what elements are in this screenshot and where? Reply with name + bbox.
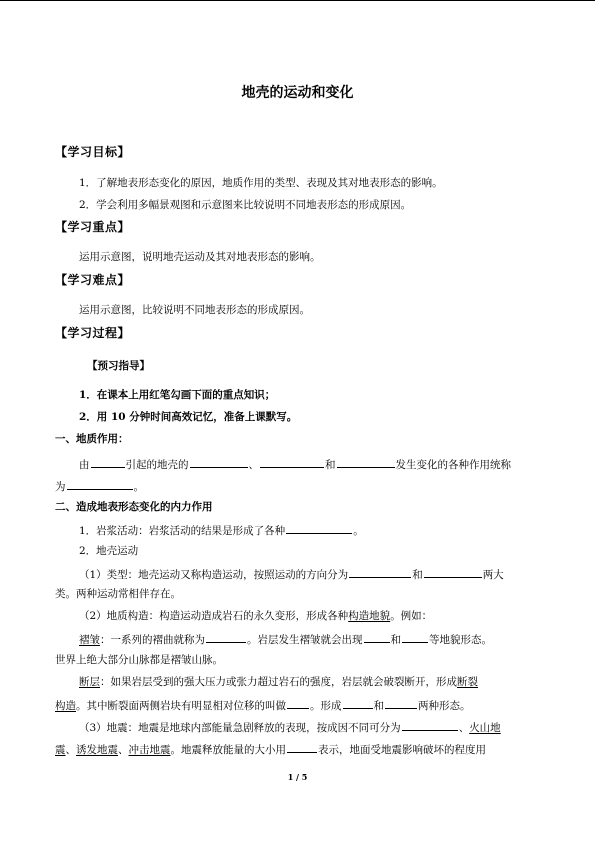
blank[interactable] xyxy=(287,697,309,709)
keypoints-heading: 【学习重点】 xyxy=(55,220,131,234)
struct-line: （2）地质构造：构造运动造成岩石的永久变形，形成各种构造地貌。例如： xyxy=(79,610,433,622)
goal-item-2: 2．学会利用多幅景观图和示意图来比较说明不同地表形态的形成原因。 xyxy=(79,199,412,211)
preview-heading: 【预习指导】 xyxy=(87,360,150,372)
difficulty-text: 运用示意图，比较说明不同地表形态的形成原因。 xyxy=(79,304,310,316)
fold-line-1: 褶皱：一系列的褶曲就称为 。岩层发生褶皱就会出现 和 等地貌形态。 xyxy=(79,631,492,647)
part1-line-1: 由 引起的地壳的 、 和 发生变化的各种作用统称 xyxy=(79,456,511,472)
goal-item-1: 1．了解地表形态变化的原因，地质作用的类型、表现及其对地表形态的影响。 xyxy=(79,177,443,189)
part1-line-2: 为 。 xyxy=(55,478,144,494)
blank[interactable] xyxy=(91,456,125,468)
blank[interactable] xyxy=(385,697,417,709)
page-title: 地壳的运动和变化 xyxy=(241,85,354,101)
preview-step-2: 2．用 10 分钟时间高效记忆，准备上课默写。 xyxy=(79,411,298,423)
blank[interactable] xyxy=(190,456,248,468)
type-line-2: 类。两种运动常相伴存在。 xyxy=(55,588,181,600)
blank[interactable] xyxy=(287,741,317,753)
blank[interactable] xyxy=(260,456,324,468)
part2-heading: 二、造成地表形态变化的内力作用 xyxy=(55,501,213,513)
preview-step-1: 1．在课本上用红笔勾画下面的重点知识； xyxy=(79,389,276,401)
fold-line-2: 世界上绝大部分山脉都是褶皱山脉。 xyxy=(55,654,223,666)
fault-line-2: 构造。其中断裂面两侧岩块有明显相对位移的叫做 。形成 和 两种形态。 xyxy=(55,697,471,713)
blank[interactable] xyxy=(67,478,133,490)
process-heading: 【学习过程】 xyxy=(55,326,131,340)
blank[interactable] xyxy=(343,697,373,709)
quake-line-1: （3）地震：地震是地球内部能量急剧释放的表现，按成因不同可分为 、火山地 xyxy=(79,719,501,735)
blank[interactable] xyxy=(337,456,395,468)
page-number: 1 / 5 xyxy=(287,772,308,782)
part1-heading: 一、地质作用： xyxy=(55,433,129,445)
blank[interactable] xyxy=(349,566,411,578)
fault-line-1: 断层：如果岩层受到的强大压力或张力超过岩石的强度，岩层就会破裂断开，形成断裂 xyxy=(79,676,478,688)
difficulty-heading: 【学习难点】 xyxy=(55,273,131,287)
keypoints-text: 运用示意图，说明地壳运动及其对地表形态的影响。 xyxy=(79,251,321,263)
quake-line-2: 震、诱发地震、冲击地震。地震释放能量的大小用 表示，地面受地震影响破坏的程度用 xyxy=(55,741,486,757)
magma-line: 1．岩浆活动：岩浆活动的结果是形成了各种 。 xyxy=(79,522,364,538)
blank[interactable] xyxy=(286,522,352,534)
blank[interactable] xyxy=(206,631,246,643)
top-border-line xyxy=(0,0,595,1)
blank[interactable] xyxy=(424,566,482,578)
blank[interactable] xyxy=(364,631,390,643)
blank[interactable] xyxy=(402,631,428,643)
type-line-1: （1）类型：地壳运动又称构造运动，按照运动的方向分为 和 两大 xyxy=(79,566,504,582)
crust-line: 2．地壳运动 xyxy=(79,545,139,557)
blank[interactable] xyxy=(402,719,458,731)
goals-heading: 【学习目标】 xyxy=(55,145,131,159)
